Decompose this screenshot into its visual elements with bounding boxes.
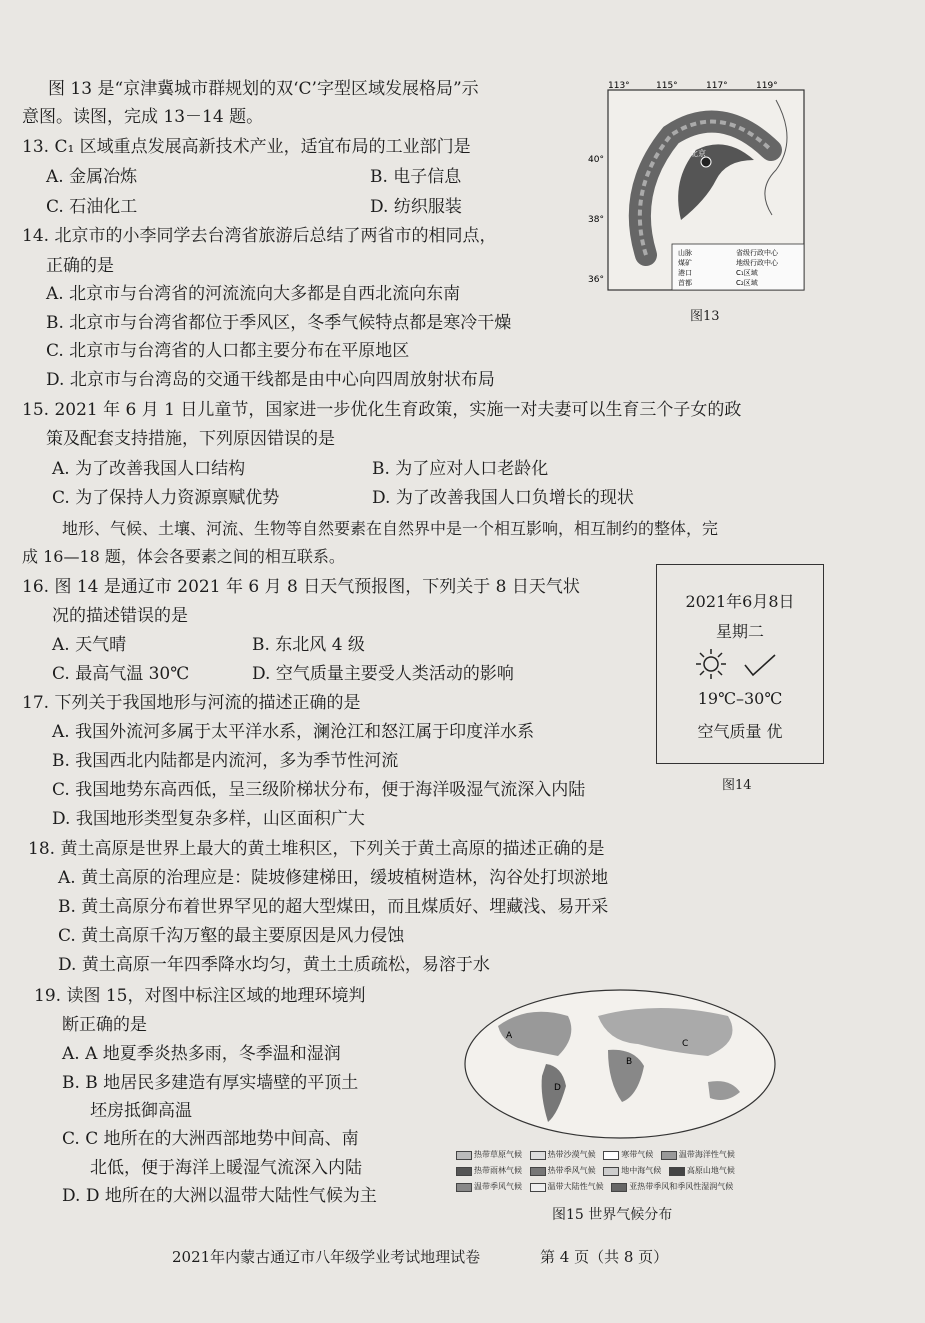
label-d: D [554,1083,561,1093]
q16-option-c: C. 最高气温 30℃ [52,664,190,684]
label-a: A [506,1031,513,1041]
legend-item: C₁区域 [736,269,758,277]
figure-15-caption: 图15 世界气候分布 [552,1207,673,1223]
legend-label: 热带雨林气候 [474,1166,522,1175]
q14-option-b: B. 北京市与台湾省都位于季风区，冬季气候特点都是寒冷干燥 [46,313,512,333]
footer-page-number: 第 4 页（共 8 页） [540,1248,669,1266]
lon-label: 113° [608,81,630,91]
lon-label: 119° [756,81,778,91]
intro-13-line1: 图 13 是“京津冀城市群规划的双‘C’字型区域发展格局”示 [48,79,479,99]
intro-13-line2: 意图。读图，完成 13－14 题。 [22,107,264,127]
q18-option-a: A. 黄土高原的治理应是：陡坡修建梯田，缓坡植树造林，沟谷处打坝淤地 [58,868,609,888]
legend-swatch [530,1167,546,1176]
legend-label: 温带大陆性气候 [547,1182,604,1191]
legend-label: 热带季风气候 [547,1166,596,1175]
q16-option-d: D. 空气质量主要受人类活动的影响 [252,664,514,684]
lat-label: 38° [588,215,604,225]
q14-option-c: C. 北京市与台湾省的人口都主要分布在平原地区 [46,341,410,361]
q19-stem-line2: 断正确的是 [62,1015,147,1035]
legend-swatch [530,1183,546,1192]
q14-stem-line1: 14. 北京市的小李同学去台湾省旅游后总结了两省市的相同点， [22,226,497,246]
legend-label: 热带草原气候 [474,1150,522,1159]
legend-item: 省级行政中心 [736,249,778,257]
q18-stem: 18. 黄土高原是世界上最大的黄土堆积区，下列关于黄土高原的描述正确的是 [28,839,605,859]
legend-label: 温带季风气候 [474,1182,522,1191]
legend-label: 亚热带季风和季风性湿润气候 [629,1182,734,1191]
legend-swatch [669,1167,685,1176]
figure-15-world-map [458,986,782,1142]
q19-option-b-line1: B. B 地居民多建造有厚实墙壁的平顶土 [62,1073,359,1093]
q13-stem: 13. C₁ 区域重点发展高新技术产业，适宜布局的工业部门是 [22,137,471,157]
weather-date: 2021年6月8日 [685,592,795,611]
q19-stem-line1: 19. 读图 15，对图中标注区域的地理环境判 [34,986,366,1006]
weather-air-quality: 空气质量 优 [697,722,783,741]
q15-option-b: B. 为了应对人口老龄化 [372,459,549,479]
legend-label: 温带海洋性气候 [678,1150,735,1159]
q15-option-c: C. 为了保持人力资源禀赋优势 [52,488,280,508]
legend-swatch [456,1151,472,1160]
q19-option-a: A. A 地夏季炎热多雨，冬季温和湿润 [62,1044,341,1064]
q13-option-b: B. 电子信息 [370,167,462,187]
q14-option-d: D. 北京市与台湾岛的交通干线都是由中心向四周放射状布局 [46,370,495,390]
climate-legend-row2 [456,1165,735,1176]
figure-14-weather-card [656,564,824,764]
q15-option-d: D. 为了改善我国人口负增长的现状 [372,488,634,508]
q14-option-a: A. 北京市与台湾省的河流流向大多都是自西北流向东南 [46,284,461,304]
intro-16-line2: 成 16—18 题，体会各要素之间的相互联系。 [22,547,345,566]
city-label: 北京 [690,149,706,158]
intro-16-line1: 地形、气候、土壤、河流、生物等自然要素在自然界中是一个相互影响，相互制约的整体，完 [62,519,719,538]
q17-option-a: A. 我国外流河多属于太平洋水系，澜沧江和怒江属于印度洋水系 [52,722,535,742]
legend-item: 山脉 [678,249,692,257]
lon-label: 117° [706,81,728,91]
q17-option-b: B. 我国西北内陆都是内流河，多为季节性河流 [52,751,399,771]
figure-14-caption: 图14 [722,778,752,793]
climate-legend-row3 [456,1181,733,1192]
q16-option-b: B. 东北风 4 级 [252,635,365,655]
legend-label: 高原山地气候 [686,1166,735,1175]
q19-option-c-line2: 北低，便于海洋上暖湿气流深入内陆 [90,1158,362,1178]
q17-stem: 17. 下列关于我国地形与河流的描述正确的是 [22,693,361,713]
q19-option-b-line2: 坯房抵御高温 [90,1101,192,1121]
legend-label: 寒带气候 [621,1150,654,1159]
q13-option-a: A. 金属冶炼 [46,167,138,187]
legend-item: 煤矿 [678,259,692,267]
legend-swatch [456,1167,472,1176]
legend-item: 港口 [678,269,692,277]
legend-label: 地中海气候 [621,1166,662,1175]
weather-weekday: 星期二 [715,622,764,641]
q15-stem-line2: 策及配套支持措施，下列原因错误的是 [46,429,335,449]
label-c: C [682,1039,689,1049]
q13-option-c: C. 石油化工 [46,197,138,217]
label-b: B [626,1057,633,1067]
legend-item: 地级行政中心 [736,259,778,267]
lat-label: 36° [588,275,604,285]
q16-option-a: A. 天气晴 [52,635,127,655]
legend-swatch [530,1151,546,1160]
wind-icon [745,655,775,675]
q16-stem-line1: 16. 图 14 是通辽市 2021 年 6 月 8 日天气预报图，下列关于 8 日天气状 [22,577,580,597]
q15-stem-line1: 15. 2021 年 6 月 1 日儿童节，国家进一步优化生育政策，实施一对夫妻可以生育三个子女的政 [22,400,742,420]
q18-option-b: B. 黄土高原分布着世界罕见的超大型煤田，而且煤质好、埋藏浅、易开采 [58,897,609,917]
q13-option-d: D. 纺织服装 [370,197,462,217]
sunny-icon [695,647,785,681]
capital-marker [701,157,711,167]
q15-option-a: A. 为了改善我国人口结构 [52,459,246,479]
figure-13-caption: 图13 [690,309,720,324]
legend-item: 首都 [678,279,692,287]
climate-legend-row1 [456,1149,735,1160]
legend-item: C₂区域 [736,279,758,287]
figure-13-map [586,80,812,302]
legend-swatch [456,1183,472,1192]
q16-stem-line2: 况的描述错误的是 [52,606,188,626]
q17-option-c: C. 我国地势东高西低，呈三级阶梯状分布，便于海洋吸湿气流深入内陆 [52,780,586,800]
q14-stem-line2: 正确的是 [46,256,114,276]
q18-option-c: C. 黄土高原千沟万壑的最主要原因是风力侵蚀 [58,926,405,946]
q19-option-c-line1: C. C 地所在的大洲西部地势中间高、南 [62,1129,359,1149]
weather-temperature: 19℃–30℃ [697,689,783,708]
q18-option-d: D. 黄土高原一年四季降水均匀，黄土土质疏松，易溶于水 [58,955,490,975]
legend-swatch [611,1183,627,1192]
legend-label: 热带沙漠气候 [547,1150,596,1159]
footer-title: 2021年内蒙古通辽市八年级学业考试地理试卷 [172,1248,481,1266]
lat-label: 40° [588,155,604,165]
q19-option-d: D. D 地所在的大洲以温带大陆性气候为主 [62,1186,377,1206]
q17-option-d: D. 我国地形类型复杂多样，山区面积广大 [52,809,365,829]
legend-swatch [661,1151,677,1160]
legend-swatch [603,1151,619,1160]
lon-label: 115° [656,81,678,91]
legend-swatch [603,1167,619,1176]
